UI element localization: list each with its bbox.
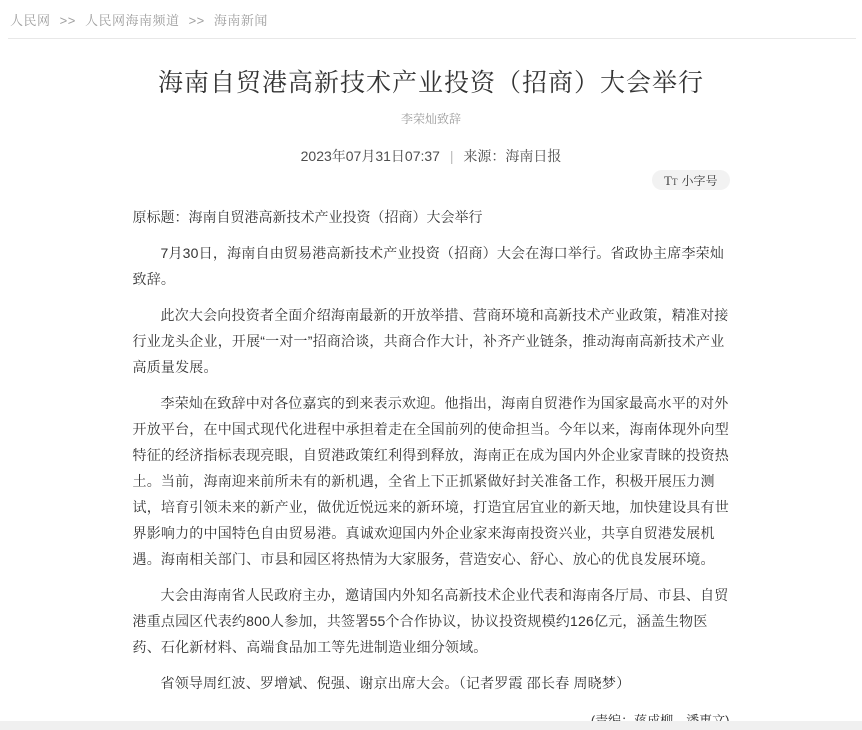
breadcrumb-link-hainan-channel[interactable]: 人民网海南频道 <box>84 13 180 28</box>
breadcrumb-separator: >> <box>59 13 76 28</box>
article-body <box>133 204 730 730</box>
breadcrumb-link-hainan-news[interactable]: 海南新闻 <box>213 13 268 28</box>
meta-separator: | <box>449 148 454 164</box>
article-paragraph: 省领导周红波、罗增斌、倪强、谢京出席大会。（记者罗霞 邵长春 周晓梦） <box>160 675 631 691</box>
original-title-line <box>133 204 730 230</box>
article-paragraph: 此次大会向投资者全面介绍海南最新的开放举措、营商环境和高新技术产业政策，精准对接行业龙头企业，开展“一对一”招商洽谈，共商合作大计，补齐产业链条，推动海南高新技术产业高质量发展。 <box>132 307 729 375</box>
article-subtitle: 李荣灿致辞 <box>400 112 461 126</box>
publish-date: 2023年07月31日07:37 <box>300 148 440 164</box>
source-label: 来源： <box>463 148 506 164</box>
article-paragraph: 李荣灿在致辞中对各位嘉宾的到来表示欢迎。他指出，海南自贸港作为国家最高水平的对外开放平台，在中国式现代化进程中承担着走在全国前列的使命担当。今年以来，海南体现外向型特征的经济指标表现亮眼，自贸港政策红利得到释放，海南正在成为国内外企业家青睐的投资热土。当前，海南迎来前所未有的新机遇，全省上下正抓紧做好封关准备工作，积极开展压力测试，培育引领未来的新产业，做优近悦远来的新环境，打造宜居宜业的新天地，加快建设具有世界影响力的中国特色自由贸易港。真诚欢迎国内外企业家来海南投资兴业，共享自贸港发展机遇。海南相关部门、市县和园区将热情为大家服务，营造安心、舒心、放心的优良发展环境。 <box>132 395 729 567</box>
header-divider <box>8 38 856 39</box>
breadcrumb-link-people-net[interactable]: 人民网 <box>10 13 51 28</box>
article-container <box>133 66 730 730</box>
breadcrumb <box>0 0 862 29</box>
small-font-button[interactable] <box>652 170 729 190</box>
small-font-label: 小字号 <box>681 173 718 188</box>
font-size-icon: T T <box>664 172 678 188</box>
original-title-label: 原标题： <box>132 209 189 225</box>
breadcrumb-separator: >> <box>188 13 205 28</box>
source-link[interactable]: 海南日报 <box>505 148 562 164</box>
original-title-text: 海南自贸港高新技术产业投资（招商）大会举行 <box>188 209 483 225</box>
article-meta <box>133 146 730 166</box>
article-title: 海南自贸港高新技术产业投资（招商）大会举行 <box>157 69 704 97</box>
font-size-toolbar <box>133 170 730 190</box>
article-paragraph: 7月30日，海南自由贸易港高新技术产业投资（招商）大会在海口举行。省政协主席李荣灿致辞。 <box>132 245 725 287</box>
article-paragraph: 大会由海南省人民政府主办，邀请国内外知名高新技术企业代表和海南各厅局、市县、自贸港重点园区代表约800人参加，共签署55个合作协议，协议投资规模约126亿元，涵盖生物医药、石化新材料、高端食品加工等先进制造业细分领域。 <box>132 587 729 655</box>
bottom-strip <box>0 721 862 730</box>
